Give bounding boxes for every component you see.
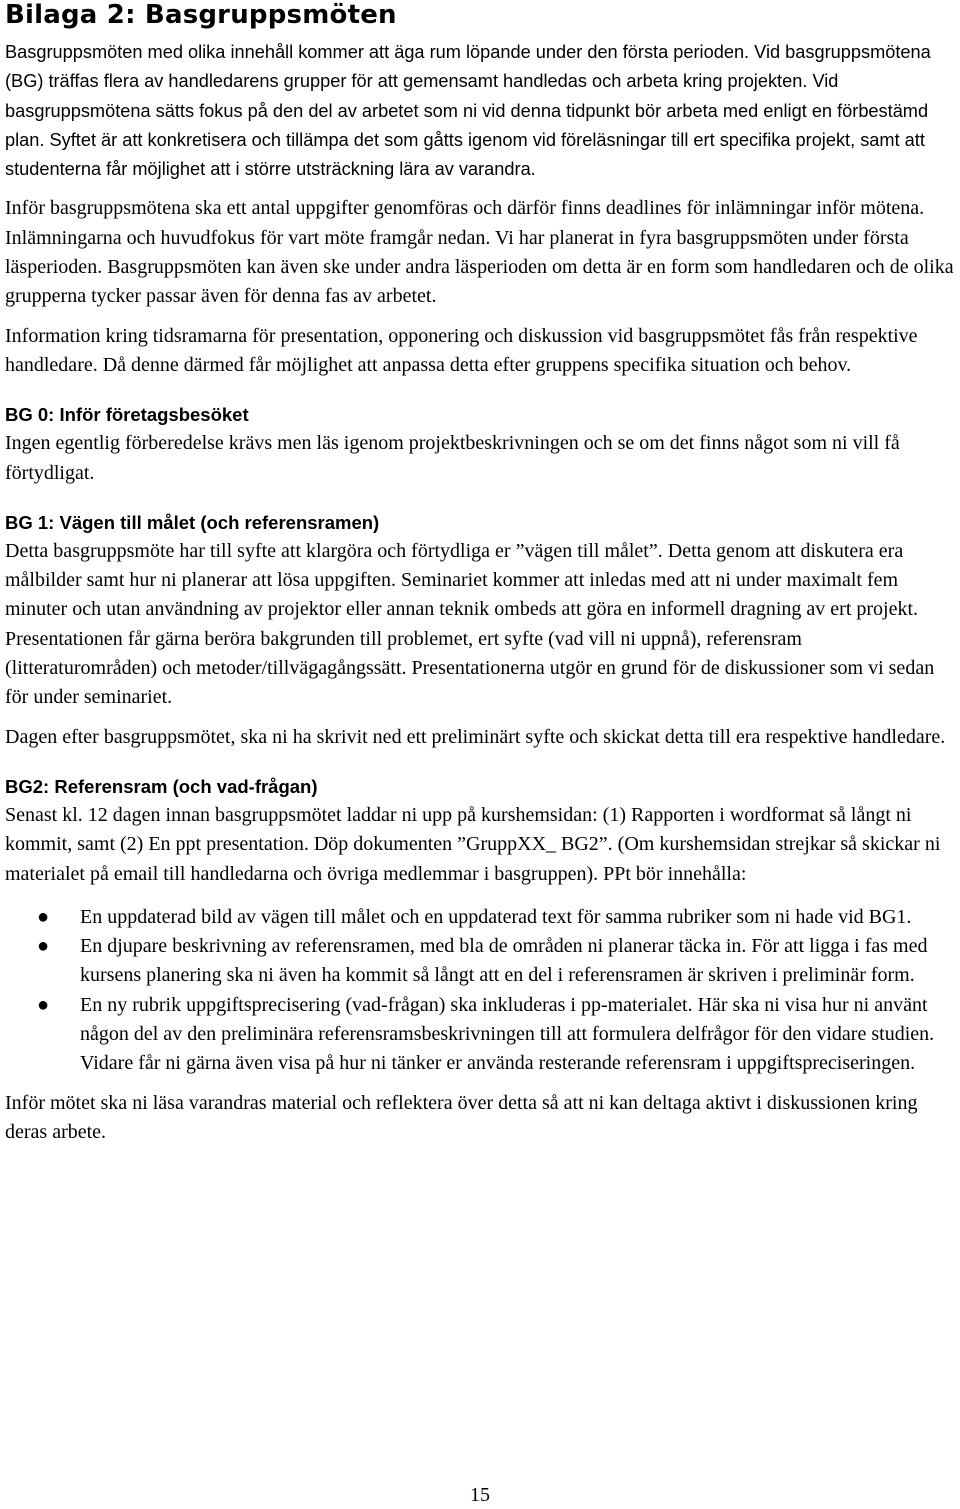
bg0-heading: BG 0: Inför företagsbesöket [5,404,249,426]
bg2-heading: BG2: Referensram (och vad-frågan) [5,775,318,797]
bg1-heading: BG 1: Vägen till målet (och referensramen) [5,511,380,533]
list-item: ● En djupare beskrivning av referensramen, med bla de områden ni planerar täcka in. För att ligga i fas med kursens planering ska ni även ha kommit så långt att en del i referensramen är skriven i preliminär form. [5,932,955,991]
intro-paragraph-2: Inför basgruppsmötena ska ett antal uppgifter genomföras och därför finns deadlines för inlämningar inför mötena. Inlämningarna och huvudfokus för vart möte framgår nedan. Vi har planerat in fyra basgruppsmöten under första läsperioden. Basgruppsmöten kan även ske under andra läsperioden om detta är en form som handledaren och de olika grupperna tycker passar även för denna fas av arbetet. [5,197,954,308]
bullet-icon: ● [37,935,50,958]
bullet-icon: ● [37,905,50,928]
list-item: ● En uppdaterad bild av vägen till målet och en uppdaterad text för samma rubriker som ni hade vid BG1. [5,903,955,932]
bg0-text: Ingen egentlig förberedelse krävs men läs igenom projektbeskrivningen och se om det finns något som ni vill få förtydligat. [5,432,900,484]
bg2-text: Senast kl. 12 dagen innan basgruppsmötet laddar ni upp på kurshemsidan: (1) Rapporten i wordformat så långt ni kommit, samt (2) En ppt presentation. Döp dokumenten ”GruppXX_ BG2”. (Om kurshemsidan strejkar så skickar ni materialet på email till handledarna och övriga medlemmar i basgruppen). PPt bör innehålla: [5,803,941,885]
bullet-icon: ● [37,993,50,1016]
page-number: 15 [470,1484,490,1506]
page-heading: Bilaga 2: Basgruppsmöten [5,0,397,30]
bg2-bullet-list [5,903,955,1079]
list-item: ● En ny rubrik uppgiftsprecisering (vad-frågan) ska inkluderas i pp-materialet. Här ska ni visa hur ni använt någon del av den preliminära referensramsbeskrivningen till att formulera delfrågor för den vidare studien. Vidare får ni gärna även visa på hur ni tänker er använda resterande referensram i uppgiftspreciseringen. [5,991,955,1079]
bg1-text: Detta basgruppsmöte har till syfte att klargöra och förtydliga er ”vägen till målet”. Detta genom att diskutera era målbilder samt hur ni planerar att lösa uppgiften. Seminariet kommer att inledas med att ni under maximalt fem minuter och utan användning av projektor eller annan teknik ombeds att göra en informell dragning av ert projekt. Presentationen får gärna beröra bakgrunden till problemet, ert syfte (vad vill ni uppnå), referensram (litteraturområden) och metoder/tillvägagångssätt. Presentationerna utgör en grund för de diskussioner som vi sedan för under seminariet. [5,539,935,709]
intro-paragraph-3: Information kring tidsramarna för presentation, opponering och diskussion vid basgruppsmötet fås från respektive handledare. Då denne därmed får möjlighet att anpassa detta efter gruppens specifika situation och behov. [5,324,918,376]
document-page [5,0,955,1147]
bg2-closing: Inför mötet ska ni läsa varandras material och reflektera över detta så att ni kan deltaga aktivt i diskussionen kring deras arbete. [5,1091,918,1143]
intro-paragraph: Basgruppsmöten med olika innehåll kommer att äga rum löpande under den första perioden. Vid basgruppsmötena (BG) träffas flera av handledarens grupper för att gemensamt handledas och arbeta kring projekten. Vid basgruppsmötena sätts fokus på den del av arbetet som ni vid denna tidpunkt bör arbeta med enligt en förbestämd plan. Syftet är att konkretisera och tillämpa det som gåtts igenom vid föreläsningar till ert specifika projekt, samt att studenterna får möjlighet att i större utsträckning lära av varandra. [5,42,931,180]
bg1-text-2: Dagen efter basgruppsmötet, ska ni ha skrivit ned ett preliminärt syfte och skickat detta till era respektive handledare. [5,725,946,748]
